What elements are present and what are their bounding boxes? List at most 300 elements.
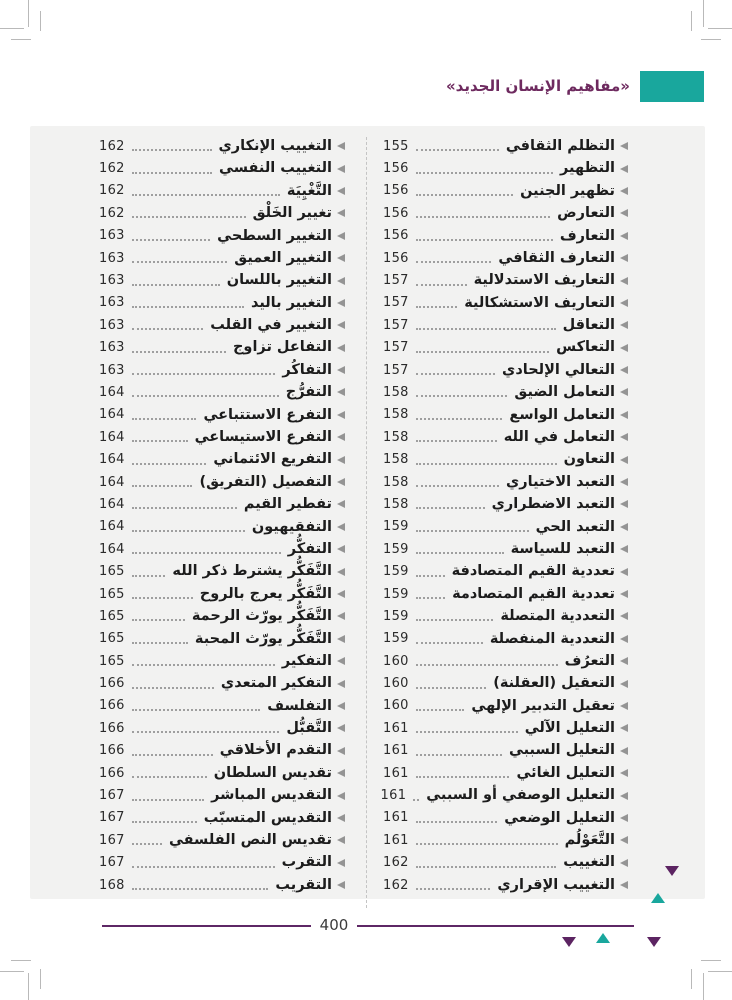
index-entry [99,314,345,336]
crop-mark [28,973,29,1000]
index-entry [383,381,628,403]
header-teal-block [640,71,704,102]
entry-page-number: 162 [383,855,409,871]
dot-leader [416,485,499,487]
entry-title: التعامل الواسع [509,406,615,423]
entry-bullet-icon [337,299,345,307]
entry-title: تغيير الخَلْق [252,205,332,222]
entry-title: التعليل الغائي [516,764,615,781]
entry-title: التعالي الإلحادي [502,361,615,378]
entry-bullet-icon [620,165,628,173]
dot-leader [416,619,494,621]
entry-title: التعارف [559,227,615,244]
dot-leader [416,575,445,577]
dot-leader [132,843,162,845]
dot-leader [132,194,280,196]
dot-leader [132,530,245,532]
entry-page-number: 160 [383,676,409,692]
page-number: 400 [311,917,357,934]
entry-bullet-icon [337,187,345,195]
entry-page-number: 166 [99,743,125,759]
entry-page-number: 158 [383,452,409,468]
entry-page-number: 158 [383,407,409,423]
entry-bullet-icon [337,523,345,531]
entry-page-number: 163 [99,340,125,356]
index-entry [99,717,345,739]
entry-title: تفطير القيم [243,496,332,513]
entry-bullet-icon [337,478,345,486]
entry-title: التظهير [560,160,615,177]
index-entry [383,807,628,829]
entry-bullet-icon [337,254,345,262]
crop-mark [40,11,41,31]
dot-leader [416,261,492,263]
entry-title: التغييب النفسي [219,160,332,177]
entry-title: التعبد الاختياري [506,473,615,490]
entry-page-number: 164 [99,384,125,400]
entry-page-number: 163 [99,295,125,311]
dot-leader [132,284,220,286]
entry-title: التَّغْيِيَة [286,182,332,199]
entry-title: التعاريف الاستشكالية [464,294,615,311]
dot-leader [132,731,280,733]
entry-title: التعليل الوصفي أو السببي [426,787,615,804]
entry-bullet-icon [337,859,345,867]
entry-page-number: 167 [99,855,125,871]
entry-bullet-icon [337,680,345,688]
entry-bullet-icon [337,792,345,800]
triangle-down-icon [562,937,576,947]
index-entry [383,247,628,269]
dot-leader [132,507,237,509]
dot-leader [416,843,558,845]
dot-leader [132,395,279,397]
dot-leader [416,709,465,711]
entry-page-number: 159 [383,608,409,624]
dot-leader [132,552,281,554]
entry-page-number: 161 [380,788,407,804]
entry-title: التعبد الاضطراري [491,496,615,513]
entry-title: تقديس النص الفلسفي [168,832,332,849]
entry-page-number: 167 [99,810,125,826]
index-entry [383,874,628,896]
entry-title: التعليل السببي [508,742,615,759]
dot-leader [416,642,483,644]
index-entry [99,852,345,874]
index-entry [383,560,628,582]
entry-bullet-icon [620,344,628,352]
crop-mark [691,11,692,31]
entry-bullet-icon [620,859,628,867]
index-entry [99,135,345,157]
index-entry [383,583,628,605]
crop-mark [11,39,31,40]
entry-title: التفرع الاستيساعي [194,429,332,446]
dot-leader [132,619,185,621]
index-entry [380,784,628,806]
entry-title: التعقيل (العقلنة) [493,675,615,692]
dot-leader [416,507,485,509]
entry-bullet-icon [337,769,345,777]
entry-bullet-icon [337,724,345,732]
crop-mark [11,960,31,961]
entry-title: التعليل الوضعي [504,809,615,826]
dot-leader [132,306,244,308]
dot-leader [132,642,188,644]
entry-page-number: 167 [99,788,125,804]
dot-leader [132,597,193,599]
entry-bullet-icon [337,366,345,374]
entry-page-number: 161 [383,743,409,759]
index-entry [99,605,345,627]
index-entry [383,493,628,515]
dot-leader [416,284,467,286]
entry-bullet-icon [337,433,345,441]
index-entry [383,717,628,739]
entry-title: التَّقبُّل [286,720,332,737]
entry-page-number: 159 [383,564,409,580]
entry-page-number: 162 [99,205,125,221]
entry-title: التظلم الثقافي [505,137,615,154]
entry-bullet-icon [337,590,345,598]
index-entry [383,135,628,157]
crop-mark [703,973,704,1000]
entry-title: تقديس السلطان [213,764,332,781]
entry-page-number: 162 [99,161,125,177]
entry-page-number: 164 [99,519,125,535]
dot-leader [416,373,495,375]
entry-bullet-icon [620,612,628,620]
dot-leader [132,866,275,868]
entry-bullet-icon [620,299,628,307]
index-entry [383,404,628,426]
entry-title: التعارض [557,205,615,222]
index-entry [383,672,628,694]
entry-page-number: 164 [99,474,125,490]
crop-mark [701,960,721,961]
entry-bullet-icon [620,747,628,755]
entry-title: التغيير باللسان [226,272,332,289]
entry-page-number: 162 [383,877,409,893]
entry-bullet-icon [620,209,628,217]
dot-leader [413,799,419,801]
entry-title: التغيير في القلب [210,317,332,334]
entry-title: التفكير [281,652,332,669]
index-entry [99,829,345,851]
dot-leader [132,418,197,420]
index-entry [99,269,345,291]
entry-page-number: 160 [383,653,409,669]
crop-mark [0,28,24,29]
entry-bullet-icon [620,321,628,329]
entry-page-number: 156 [383,250,409,266]
entry-page-number: 165 [99,653,125,669]
entry-bullet-icon [337,881,345,889]
entry-page-number: 159 [383,541,409,557]
entry-title: التعاكس [556,339,615,356]
entry-bullet-icon [620,277,628,285]
entry-title: التعاريف الاستدلالية [473,272,615,289]
entry-bullet-icon [620,500,628,508]
entry-bullet-icon [337,232,345,240]
entry-bullet-icon [337,612,345,620]
entry-page-number: 157 [383,317,409,333]
entry-title: التعبد للسياسة [510,540,615,557]
dot-leader [416,552,504,554]
entry-title: التَّعَوْلُم [564,832,615,849]
index-entry [99,560,345,582]
dot-leader [416,664,558,666]
dot-leader [132,709,261,711]
entry-bullet-icon [620,568,628,576]
entry-title: التقديس المتسبّب [203,809,332,826]
crop-mark [708,28,732,29]
triangle-up-icon [651,893,665,903]
entry-bullet-icon [337,209,345,217]
entry-title: التفكُّر [287,540,332,557]
entry-page-number: 163 [99,362,125,378]
entry-bullet-icon [620,635,628,643]
entry-title: التفاكُر [282,361,332,378]
index-entry [99,695,345,717]
entry-page-number: 157 [383,362,409,378]
index-entry [383,157,628,179]
triangle-down-icon [647,937,661,947]
entry-bullet-icon [620,142,628,150]
entry-title: تظهير الجنين [520,182,615,199]
dot-leader [132,172,212,174]
entry-page-number: 160 [383,698,409,714]
entry-bullet-icon [337,657,345,665]
entry-title: التفلسف [267,697,332,714]
entry-title: تعددية القيم المتصادمة [452,585,615,602]
entry-page-number: 159 [383,631,409,647]
dot-leader [416,530,529,532]
entry-title: التقدم الأخلاقي [219,742,332,759]
entry-title: التَّفَكُّر يشترط ذكر الله [172,563,332,580]
entry-title: التعامل الضيق [514,384,615,401]
index-entry [99,225,345,247]
index-entry [99,157,345,179]
entry-bullet-icon [620,792,628,800]
index-entry [383,359,628,381]
entry-page-number: 156 [383,183,409,199]
entry-bullet-icon [337,277,345,285]
dot-leader [416,172,553,174]
entry-page-number: 166 [99,720,125,736]
entry-page-number: 159 [383,586,409,602]
index-entry [383,740,628,762]
entry-page-number: 163 [99,273,125,289]
entry-bullet-icon [620,881,628,889]
dot-leader [132,149,212,151]
entry-bullet-icon [620,523,628,531]
index-entry [99,874,345,896]
entry-page-number: 168 [99,877,125,893]
entry-page-number: 157 [383,273,409,289]
index-entry [99,337,345,359]
entry-title: التعاقل [562,317,615,334]
entry-title: التفرُّج [285,384,332,401]
dot-leader [416,351,549,353]
entry-bullet-icon [620,456,628,464]
entry-title: التفكير المتعدي [220,675,332,692]
entry-title: التفصيل (التفريق) [199,473,332,490]
entry-page-number: 159 [383,519,409,535]
entry-page-number: 156 [383,205,409,221]
entry-bullet-icon [337,747,345,755]
index-panel [30,126,705,899]
entry-page-number: 163 [99,317,125,333]
index-entry [383,829,628,851]
dot-leader [132,799,204,801]
index-entry [383,292,628,314]
dot-leader [132,664,275,666]
entry-title: التعليل الآلي [524,720,615,737]
entry-page-number: 163 [99,228,125,244]
entry-page-number: 166 [99,698,125,714]
index-entry [383,225,628,247]
crop-mark [0,971,24,972]
index-entry [383,516,628,538]
entry-bullet-icon [337,836,345,844]
index-entry [99,426,345,448]
entry-page-number: 165 [99,608,125,624]
dot-leader [132,687,214,689]
dot-leader [416,216,550,218]
entry-page-number: 164 [99,496,125,512]
entry-bullet-icon [620,657,628,665]
entry-page-number: 158 [383,496,409,512]
dot-leader [416,754,502,756]
dot-leader [416,463,557,465]
entry-page-number: 161 [383,720,409,736]
dot-leader [132,216,246,218]
dot-leader [132,754,213,756]
entry-bullet-icon [620,433,628,441]
entry-page-number: 164 [99,452,125,468]
entry-title: التعارف الثقافي [498,249,615,266]
entry-bullet-icon [620,590,628,598]
entry-bullet-icon [337,321,345,329]
dot-leader [416,776,510,778]
entry-bullet-icon [620,814,628,822]
index-entry [383,202,628,224]
dot-leader [416,328,556,330]
index-entry [99,583,345,605]
entry-bullet-icon [620,680,628,688]
dot-leader [416,888,491,890]
entry-page-number: 164 [99,407,125,423]
dot-leader [416,149,499,151]
entry-page-number: 156 [383,228,409,244]
entry-bullet-icon [620,836,628,844]
entry-page-number: 165 [99,586,125,602]
entry-title: التعددية المتصلة [500,608,615,625]
triangle-down-icon [665,866,679,876]
index-entry [383,628,628,650]
entry-page-number: 158 [383,384,409,400]
entry-page-number: 165 [99,631,125,647]
dot-leader [132,888,269,890]
index-entry [99,784,345,806]
entry-bullet-icon [337,702,345,710]
dot-leader [416,440,497,442]
index-entry [99,538,345,560]
crop-mark [691,969,692,989]
entry-page-number: 166 [99,676,125,692]
index-entry [99,247,345,269]
entry-bullet-icon [337,814,345,822]
entry-title: التغيير باليد [250,294,332,311]
dot-leader [132,463,207,465]
dot-leader [132,373,276,375]
crop-mark [28,0,29,27]
entry-page-number: 157 [383,340,409,356]
footer-rule [102,925,634,927]
index-entry [99,628,345,650]
entry-bullet-icon [337,165,345,173]
entry-title: التغييب الإنكاري [218,137,332,154]
entry-bullet-icon [620,187,628,195]
entry-bullet-icon [620,254,628,262]
entry-page-number: 164 [99,541,125,557]
entry-bullet-icon [620,411,628,419]
crop-mark [708,971,732,972]
dot-leader [416,306,457,308]
dot-leader [132,440,188,442]
index-entry [383,269,628,291]
entry-bullet-icon [337,635,345,643]
entry-bullet-icon [620,724,628,732]
entry-title: التغييب [563,854,615,871]
entry-title: التفاعل تزاوج [232,339,332,356]
book-title: «مفاهيم الإنسان الجديد» [445,77,630,95]
entry-title: التعبد الحي [535,518,615,535]
entry-title: التغيير السطحي [217,227,332,244]
dot-leader [416,866,557,868]
entry-title: التَّفَكُّر يورّث المحبة [194,630,332,647]
entry-bullet-icon [337,142,345,150]
column-divider [366,137,367,908]
dot-leader [132,821,197,823]
entry-page-number: 163 [99,250,125,266]
dot-leader [416,239,553,241]
entry-bullet-icon [337,344,345,352]
entry-page-number: 166 [99,765,125,781]
entry-bullet-icon [337,388,345,396]
entry-bullet-icon [620,478,628,486]
index-entry [99,650,345,672]
dot-leader [132,261,228,263]
entry-bullet-icon [620,232,628,240]
entry-title: التعاون [563,451,615,468]
index-entry [99,672,345,694]
entry-bullet-icon [337,456,345,464]
entry-title: التقريب [275,876,332,893]
dot-leader [416,821,498,823]
entry-bullet-icon [620,366,628,374]
dot-leader [416,418,503,420]
crop-mark [701,39,721,40]
entry-bullet-icon [620,388,628,396]
index-entry [383,605,628,627]
index-entry [383,448,628,470]
entry-title: التقديس المباشر [211,787,332,804]
entry-bullet-icon [620,702,628,710]
dot-leader [132,239,210,241]
index-entry [383,337,628,359]
